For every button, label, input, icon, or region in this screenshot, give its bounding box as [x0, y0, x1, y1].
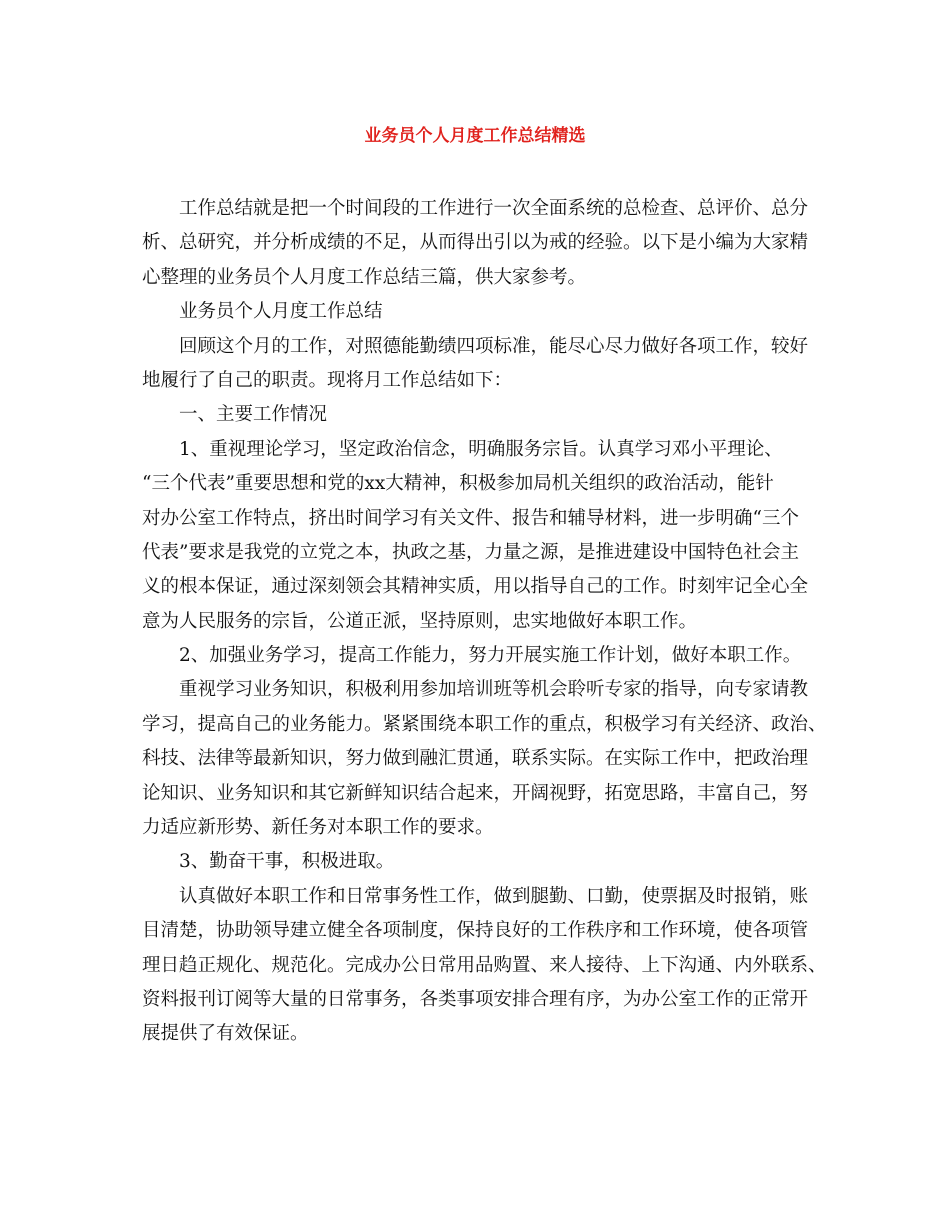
- text-line: 义的根本保证，通过深刻领会其精神实质，用以指导自己的工作。时刻牢记全心全: [142, 576, 809, 598]
- text-line: 论知识、业务知识和其它新鲜知识结合起来，开阔视野，拓宽思路，丰富自己，努: [142, 782, 809, 804]
- text-line: 2、加强业务学习，提高工作能力，努力开展实施工作计划，做好本职工作。: [179, 645, 802, 667]
- text-line: 学习，提高自己的业务能力。紧紧围绕本职工作的重点，积极学习有关经济、政治、: [142, 713, 827, 735]
- text-line: 心整理的业务员个人月度工作总结三篇，供大家参考。: [142, 266, 587, 288]
- text-line: 一、主要工作情况: [179, 404, 328, 426]
- text-line: 3、勤奋干事，积极进取。: [179, 851, 395, 873]
- text-line: 地履行了自己的职责。现将月工作总结如下：: [142, 369, 513, 391]
- text-line: 理日趋正规化、规范化。完成办公日常用品购置、来人接待、上下沟通、内外联系、: [142, 954, 827, 976]
- page-title: 业务员个人月度工作总结精选: [364, 126, 586, 146]
- text-line: 代表”要求是我党的立党之本，执政之基，力量之源，是推进建设中国特色社会主: [142, 541, 799, 563]
- text-line: 工作总结就是把一个时间段的工作进行一次全面系统的总检查、总评价、总分: [179, 198, 809, 219]
- text-line: 析、总研究，并分析成绩的不足，从而得出引以为戒的经验。以下是小编为大家精: [142, 232, 809, 254]
- text-line: 重视学习业务知识，积极利用参加培训班等机会聆听专家的指导，向专家请教: [179, 679, 809, 701]
- text-line: “三个代表”重要思想和党的xx大精神，积极参加局机关组织的政治活动，能针: [142, 473, 774, 495]
- text-line: 1、重视理论学习，坚定政治信念，明确服务宗旨。认真学习邓小平理论、: [179, 438, 783, 460]
- text-line: 科技、法律等最新知识，努力做到融汇贯通，联系实际。在实际工作中，把政治理: [142, 748, 809, 770]
- text-line: 对办公室工作特点，挤出时间学习有关文件、报告和辅导材料，进一步明确“三个: [142, 507, 799, 529]
- text-line: 业务员个人月度工作总结: [179, 301, 383, 323]
- text-line: 资料报刊订阅等大量的日常事务，各类事项安排合理有序，为办公室工作的正常开: [142, 988, 809, 1010]
- text-line: 展提供了有效保证。: [142, 1023, 309, 1045]
- text-line: 意为人民服务的宗旨，公道正派，坚持原则，忠实地做好本职工作。: [142, 610, 698, 632]
- text-line: 回顾这个月的工作，对照德能勤绩四项标准，能尽心尽力做好各项工作，较好: [179, 335, 809, 357]
- text-line: 力适应新形势、新任务对本职工作的要求。: [142, 817, 494, 839]
- text-line: 目清楚，协助领导建立健全各项制度，保持良好的工作秩序和工作环境，使各项管: [142, 920, 809, 942]
- document-body: [142, 192, 827, 1052]
- text-line: 认真做好本职工作和日常事务性工作，做到腿勤、口勤，使票据及时报销，账: [179, 885, 809, 907]
